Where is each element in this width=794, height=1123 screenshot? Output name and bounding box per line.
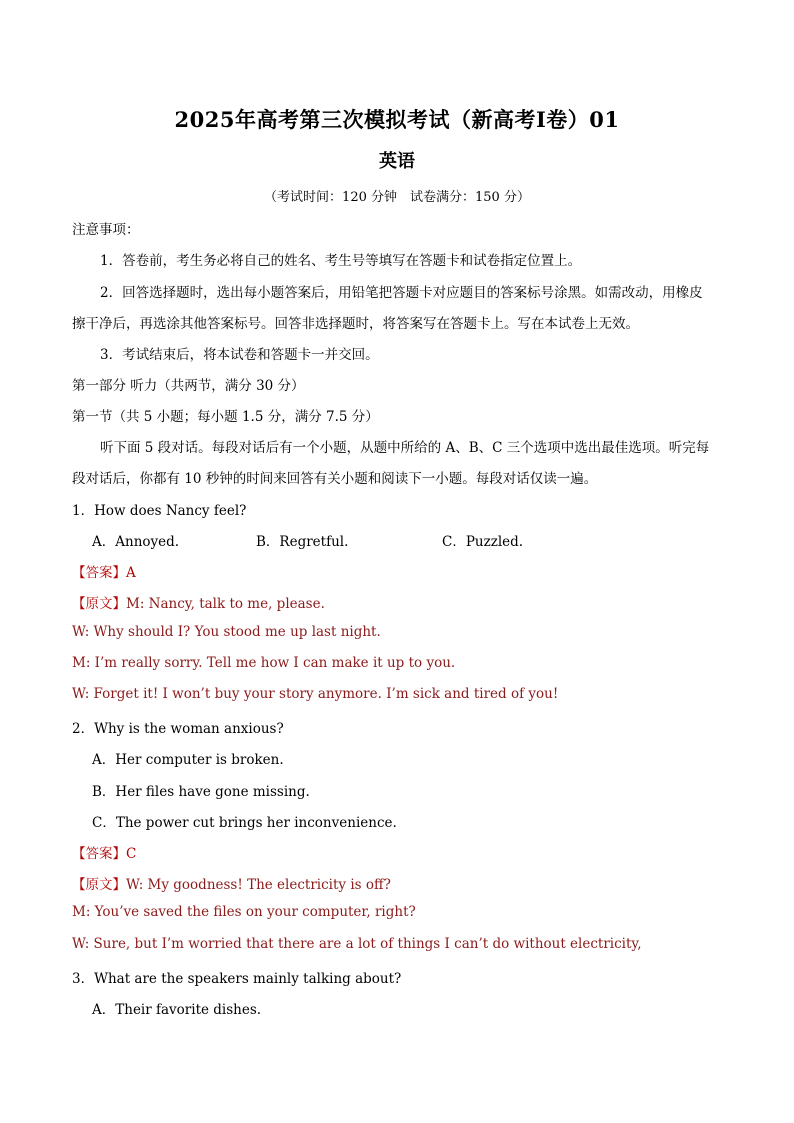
- question-1-option-c: C．Puzzled.: [442, 534, 524, 550]
- question-2-answer: [72, 842, 136, 862]
- transcript-label: 【原文】: [72, 877, 126, 893]
- question-1-option-b: B．Regretful.: [256, 534, 349, 550]
- question-1-transcript-line: W: Why should I? You stood me up last night.: [72, 624, 381, 640]
- exam-info: （考试时间：120 分钟 试卷满分：150 分）: [264, 190, 530, 205]
- answer-label: 【答案】: [72, 846, 126, 862]
- answer-label: 【答案】: [72, 565, 126, 581]
- transcript-label: 【原文】: [72, 596, 126, 612]
- question-1-answer: [72, 561, 136, 581]
- question-1-transcript-line: [72, 592, 325, 612]
- question-1-option-a: A．Annoyed.: [92, 534, 180, 550]
- question-1-stem: 1．How does Nancy feel?: [72, 503, 247, 519]
- question-2-stem: 2．Why is the woman anxious?: [72, 721, 284, 737]
- question-1-transcript-line: M: I’m really sorry. Tell me how I can make it up to you.: [72, 655, 456, 671]
- question-1-options: [92, 530, 523, 550]
- part1-heading: 第一部分 听力（共两节，满分 30 分）: [72, 378, 305, 394]
- subject-title: 英语: [379, 151, 415, 172]
- answer-value: A: [126, 565, 136, 581]
- note-item-3: 3．考试结束后，将本试卷和答题卡一并交回。: [100, 347, 379, 363]
- transcript-text: M: Nancy, talk to me, please.: [126, 596, 325, 612]
- section1-heading: 第一节（共 5 小题；每小题 1.5 分，满分 7.5 分）: [72, 409, 379, 425]
- answer-value: C: [126, 846, 137, 862]
- question-2-option-c: C．The power cut brings her inconvenience.: [92, 815, 397, 831]
- question-2-option-b: B．Her files have gone missing.: [92, 784, 310, 800]
- note-item-2: 2．回答选择题时，选出每小题答案后，用铅笔把答题卡对应题目的答案标号涂黑。如需改动，用橡皮: [100, 285, 703, 301]
- question-3-stem: 3．What are the speakers mainly talking about?: [72, 971, 402, 987]
- instructions-line-1: 听下面 5 段对话。每段对话后有一个小题，从题中所给的 A、B、C 三个选项中选出最佳选项。听完每: [100, 440, 710, 456]
- transcript-text: W: My goodness! The electricity is off?: [126, 877, 391, 893]
- note-item-2-cont: 擦干净后，再选涂其他答案标号。回答非选择题时，将答案写在答题卡上。写在本试卷上无效。: [72, 316, 639, 332]
- question-3-option-a: A．Their favorite dishes.: [92, 1002, 262, 1018]
- question-2-transcript-line: M: You’ve saved the files on your computer, right?: [72, 904, 416, 920]
- instructions-line-2: 段对话后，你都有 10 秒钟的时间来回答有关小题和阅读下一小题。每段对话仅读一遍。: [72, 471, 598, 487]
- question-2-option-a: A．Her computer is broken.: [92, 752, 284, 768]
- notes-heading: 注意事项：: [72, 222, 140, 238]
- question-1-transcript-line: W: Forget it! I won’t buy your story anymore. I’m sick and tired of you!: [72, 686, 559, 702]
- question-2-transcript-line: [72, 873, 391, 893]
- exam-title: 2025年高考第三次模拟考试（新高考I卷）01: [174, 107, 620, 132]
- question-2-transcript-line: W: Sure, but I’m worried that there are a lot of things I can’t do without electricity,: [72, 936, 642, 952]
- note-item-1: 1．答卷前，考生务必将自己的姓名、考生号等填写在答题卡和试卷指定位置上。: [100, 253, 582, 269]
